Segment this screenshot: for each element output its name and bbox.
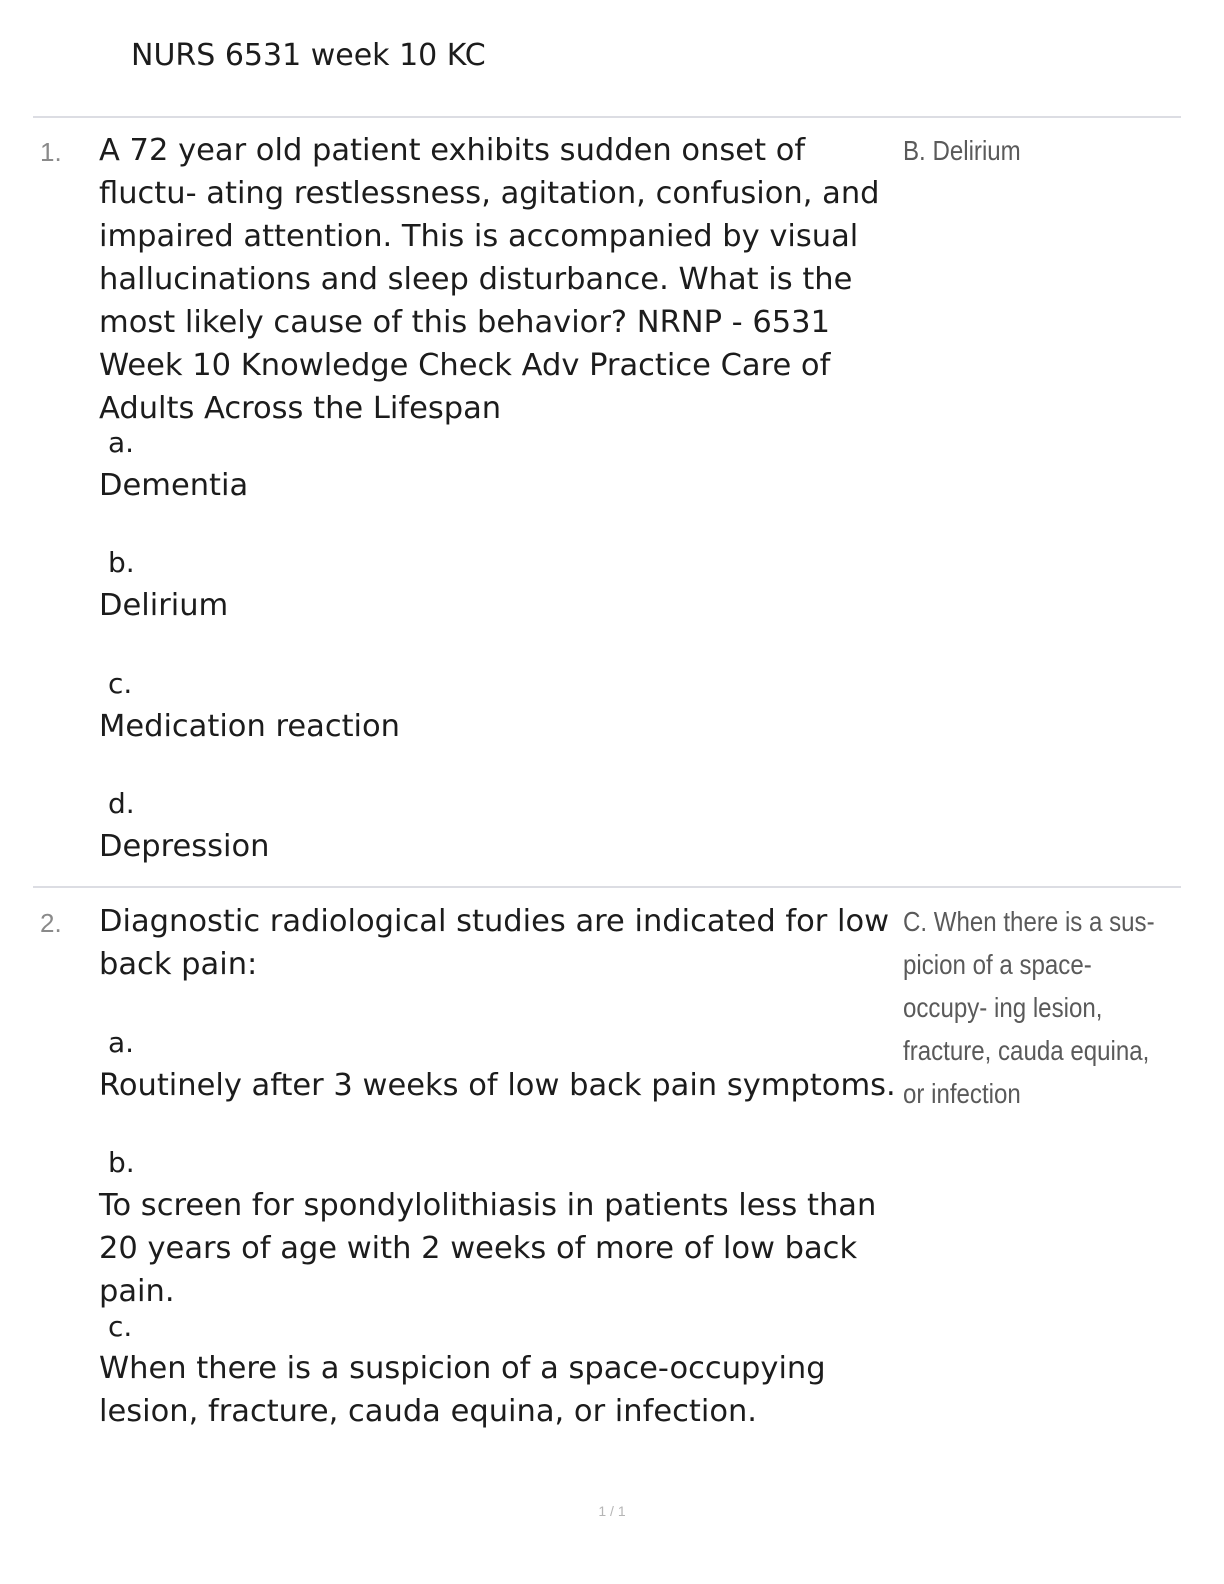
- question-number: 1.: [40, 137, 62, 167]
- option-letter: a.: [108, 426, 135, 459]
- option-letter: d.: [108, 787, 135, 820]
- option-letter: b.: [108, 546, 135, 579]
- page-number: 1 / 1: [598, 1503, 626, 1519]
- option-text: To screen for spondylolithiasis in patients less than 20 years of age with 2 weeks of more of low back pain.: [99, 1188, 877, 1309]
- question-number: 2.: [40, 908, 62, 938]
- option-text: Depression: [99, 829, 270, 864]
- divider: [33, 886, 1181, 888]
- option-letter: b.: [108, 1146, 135, 1179]
- option-letter: a.: [108, 1026, 135, 1059]
- document-title: NURS 6531 week 10 KC: [131, 38, 486, 73]
- answer-text: C. When there is a sus- picion of a space-occupy- ing lesion, fracture, cauda equina, or infection: [903, 906, 1155, 1109]
- option-letter: c.: [108, 1310, 133, 1343]
- option-text: Dementia: [99, 468, 249, 503]
- option-letter: c.: [108, 667, 133, 700]
- option-text: When there is a suspicion of a space-occupying lesion, fracture, cauda equina, or infection.: [99, 1351, 826, 1429]
- answer-text: B. Delirium: [903, 135, 1021, 166]
- question-text: A 72 year old patient exhibits sudden onset of fluctu- ating restlessness, agitation, confusion, and impaired attention. This is accompanied by visual hallucinations and sleep disturbance. What is the most likely cause of this behavior? NRNP - 6531 Week 10 Knowledge Check Adv Practice Care of Adults Across the Lifespan: [99, 133, 880, 426]
- divider: [33, 116, 1181, 118]
- option-text: Routinely after 3 weeks of low back pain symptoms.: [99, 1068, 896, 1103]
- option-text: Medication reaction: [99, 709, 401, 744]
- option-text: Delirium: [99, 588, 229, 623]
- question-text: Diagnostic radiological studies are indicated for low back pain:: [99, 904, 890, 982]
